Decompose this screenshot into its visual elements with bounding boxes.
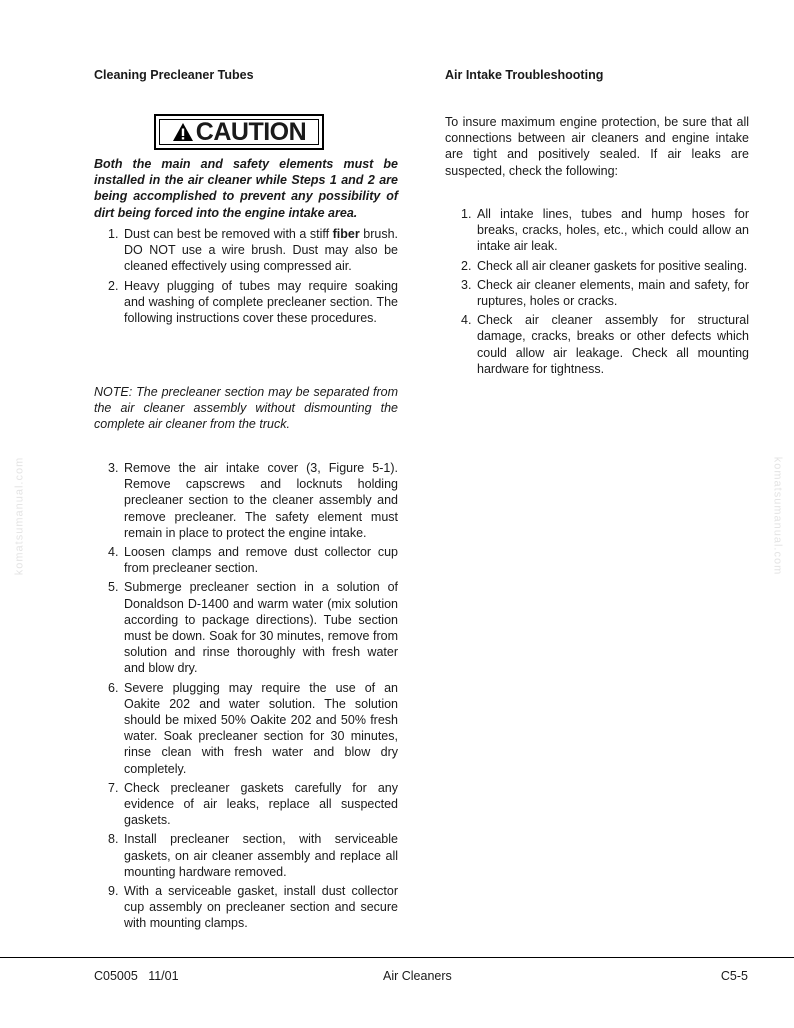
intro-text: To insure maximum engine protection, be sure that all connections between air cleaners and engine intake are tight and positively sealed. If air leaks are suspected, check the following:: [445, 115, 749, 178]
list-item: 6. Severe plugging may require the use of an Oakite 202 and water solution. The solution should be mixed 50% Oakite 202 and 50% fresh water. Soak precleaner section for 30 minutes, rinse clean with fresh water and blow dry completely.: [108, 680, 398, 776]
caution-label: CAUTION: [195, 117, 307, 146]
list-item: 2. Heavy plugging of tubes may require soaking and washing of complete precleaner section. The following instructions cover these procedures.: [108, 278, 398, 326]
list-item: 3. Check air cleaner elements, main and safety, for ruptures, holes or cracks.: [461, 277, 749, 309]
cleaning-steps-list-a: [108, 226, 398, 329]
list-item: 8. Install precleaner section, with serviceable gaskets, on air cleaner assembly and replace all mounting hardware removed.: [108, 832, 398, 879]
list-item: 4. Check air cleaner assembly for structural damage, cracks, breaks or other defects which could allow air leakage. Check all mounting hardware for tightness.: [461, 313, 749, 376]
list-item: 9. With a serviceable gasket, install dust collector cup assembly on precleaner section and secure with mounting clamps.: [108, 884, 398, 931]
list-item: 4. Loosen clamps and remove dust collector cup from precleaner section.: [108, 545, 398, 576]
caution-warning-text: Both the main and safety elements must be installed in the air cleaner while Steps 1 and 2 are being accomplished to prevent any possibility of dirt being forced into the engine intake area.: [94, 157, 398, 220]
watermark-left: komatsumanual.com: [13, 456, 26, 576]
footer-page-number: C5-5: [720, 969, 748, 983]
heading-cleaning-precleaner-tubes: Cleaning Precleaner Tubes: [94, 68, 254, 82]
note-text: NOTE: The precleaner section may be separated from the air cleaner assembly without dismounting the complete air cleaner from the truck.: [94, 385, 398, 432]
list-item: 7. Check precleaner gaskets carefully for any evidence of air leaks, replace all suspected gaskets.: [108, 780, 398, 828]
troubleshooting-steps-list: [461, 206, 749, 380]
footer-doc-code: C05005 11/01: [94, 969, 179, 983]
list-item: 1. All intake lines, tubes and hump hoses for breaks, cracks, holes, etc., which could allow an intake air leak.: [461, 207, 749, 254]
footer-section-title: Air Cleaners: [383, 969, 452, 983]
cleaning-steps-list-b: [108, 460, 398, 935]
list-item: 5. Submerge precleaner section in a solution of Donaldson D-1400 and warm water (mix solution according to package directions). Tube section must be down. Soak for 30 minutes, remove from solution and rinse thoroughly with fresh water and blow dry.: [108, 580, 398, 676]
caution-sign: [154, 114, 324, 150]
list-item: 3. Remove the air intake cover (3, Figure 5-1). Remove capscrews and locknuts holding precleaner section to the cleaner assembly and remove precleaner. The safety element must remain in place to protect the engine intake.: [108, 461, 398, 540]
heading-air-intake-troubleshooting: Air Intake Troubleshooting: [445, 68, 604, 82]
footer-divider: [0, 957, 794, 958]
watermark-right: komatsumanual.com: [771, 456, 784, 576]
list-item: 1. Dust can best be removed with a stiff fiber brush. DO NOT use a wire brush. Dust may also be cleaned effectively using compressed air.: [108, 227, 399, 274]
list-item: 2. Check all air cleaner gaskets for positive sealing.: [461, 258, 748, 273]
warning-triangle-icon: [172, 122, 194, 142]
